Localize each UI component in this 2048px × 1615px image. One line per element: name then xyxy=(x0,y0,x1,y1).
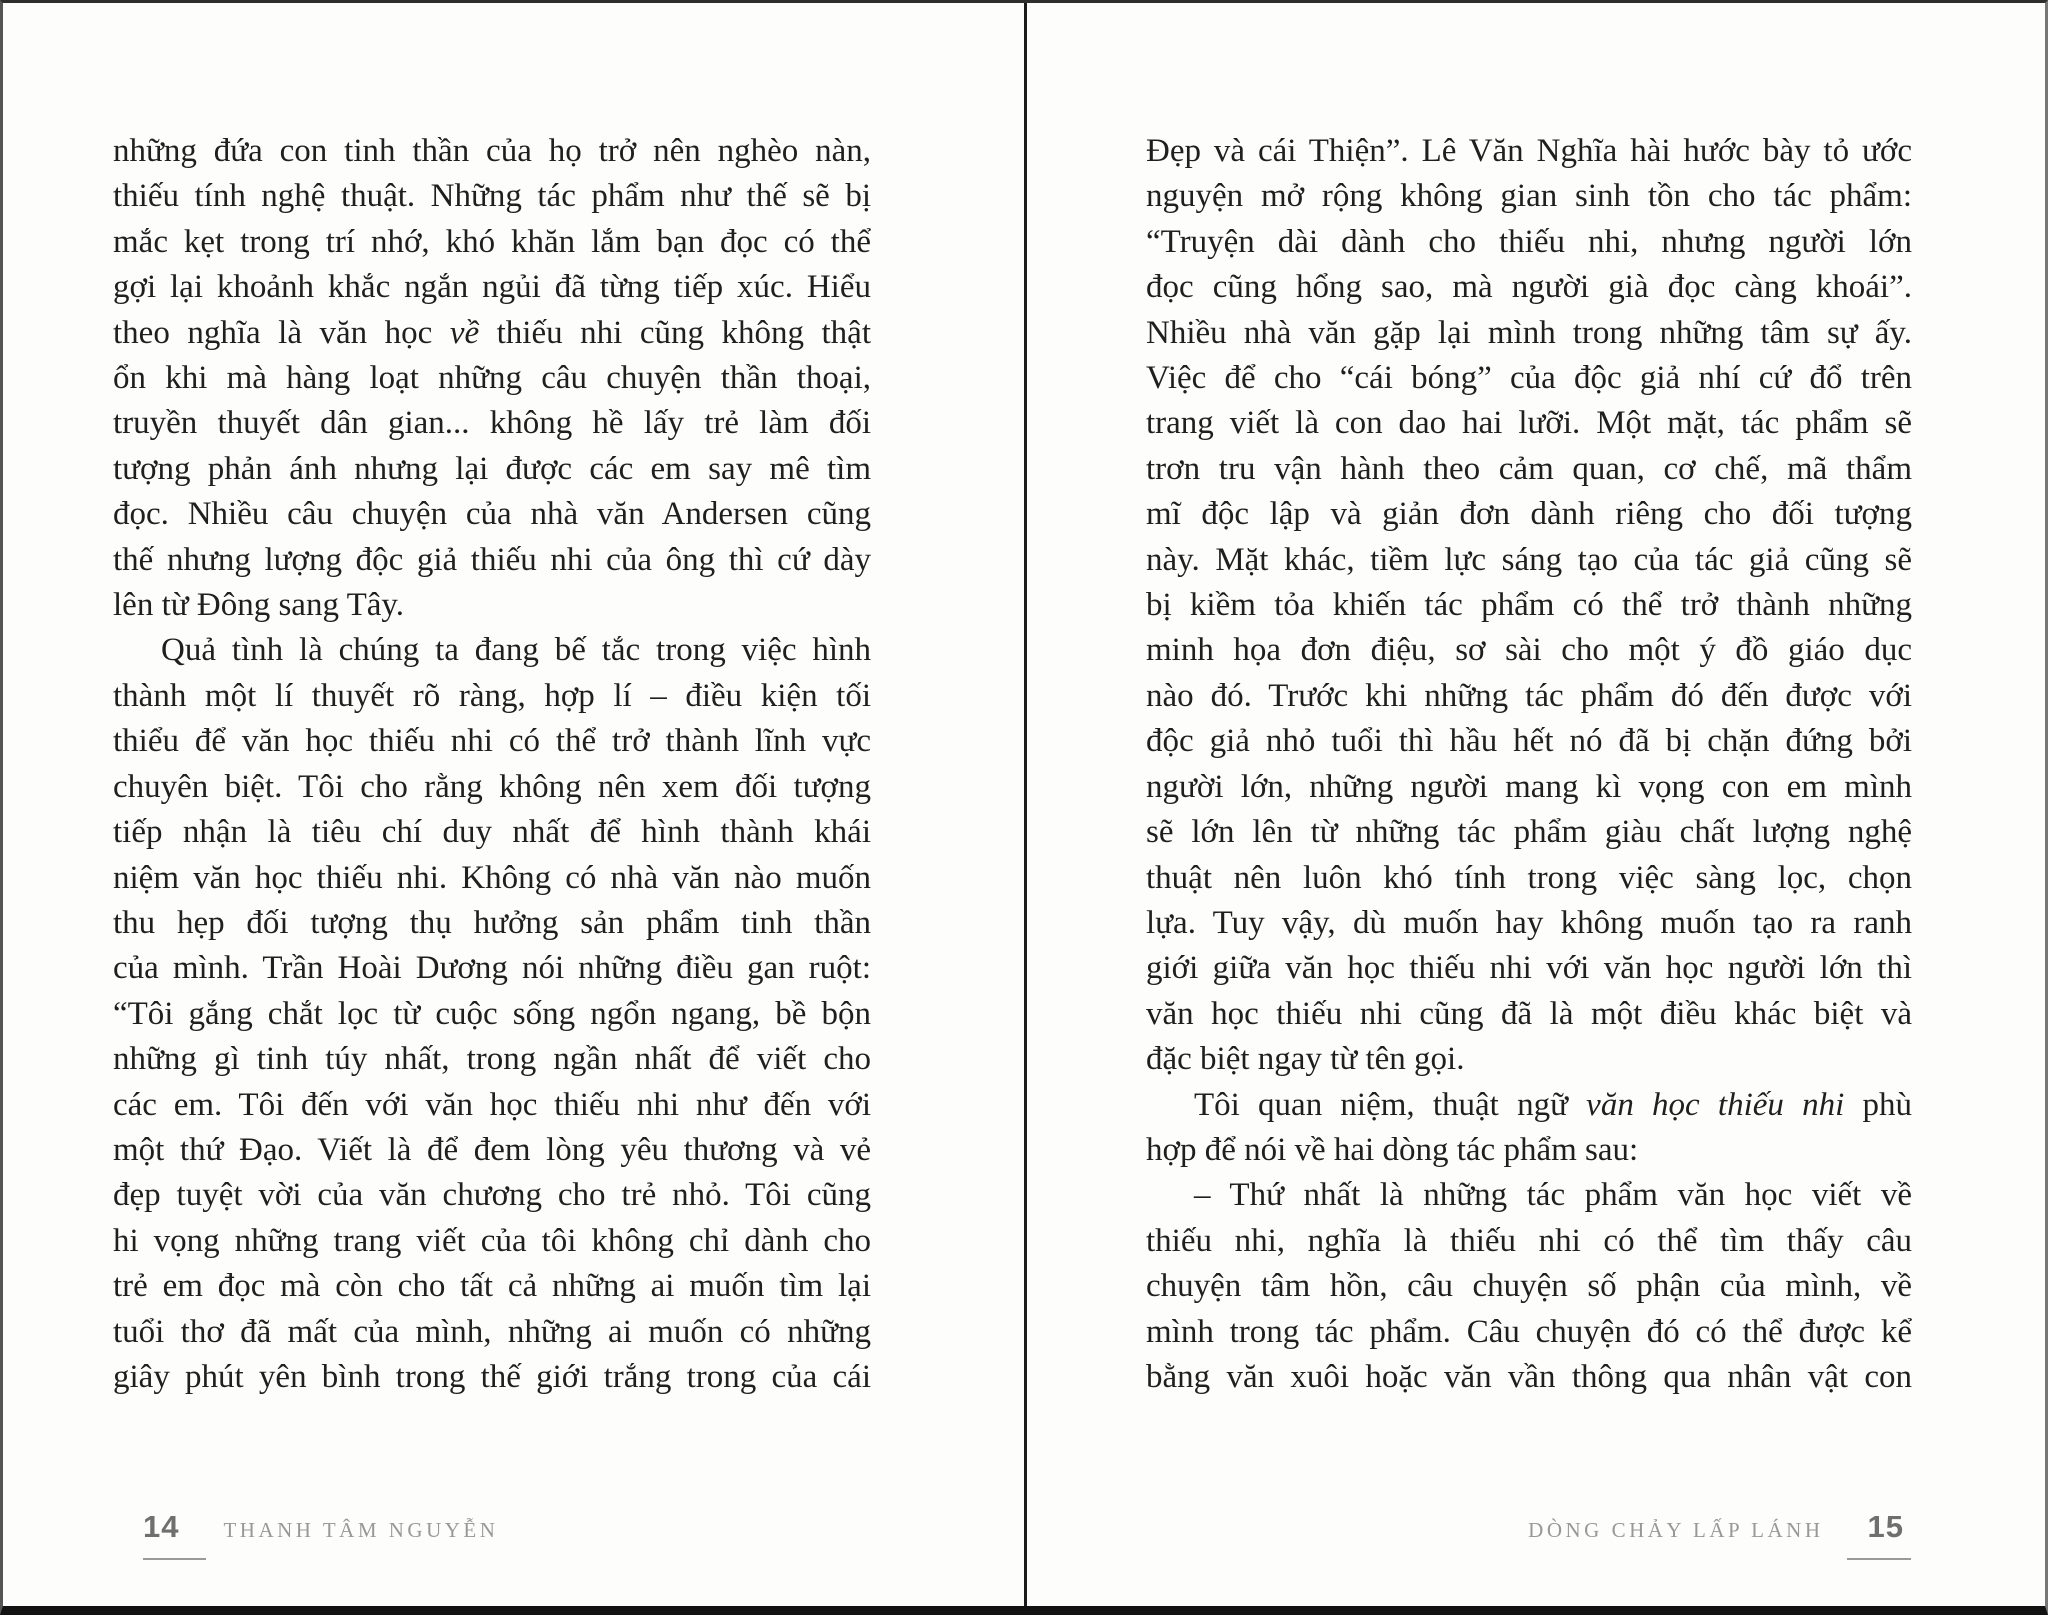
text-line: mĩ độc lập và giản đơn dành riêng cho đối tượng xyxy=(1146,496,1912,533)
text-line: Tôi quan niệm, thuật ngữ văn học thiếu nhi phù xyxy=(1194,1086,1912,1123)
text-line: sẽ lớn lên từ những tác phẩm giàu chất lượng nghệ xyxy=(1146,814,1912,851)
text-line: ổn khi mà hàng loạt những câu chuyện thần thoại, xyxy=(113,360,871,397)
text-line: thuật nên luôn khó tính trong việc sàng lọc, chọn xyxy=(1146,859,1912,896)
text-line: đọc cũng hổng sao, mà người già đọc càng khoái”. xyxy=(1146,269,1912,306)
right-page-footer xyxy=(1528,1509,1904,1545)
text-line: minh họa đơn điệu, sơ sài cho một ý đồ giáo dục xyxy=(1146,632,1912,669)
text-line: lựa. Tuy vậy, dù muốn hay không muốn tạo ra ranh xyxy=(1146,904,1912,941)
text-line: thu hẹp đối tượng thụ hưởng sản phẩm tinh thần xyxy=(113,904,871,941)
text-line: hi vọng những trang viết của tôi không chỉ dành cho xyxy=(113,1222,871,1259)
text-line: theo nghĩa là văn học về thiếu nhi cũng không thật xyxy=(113,314,871,351)
text-line: này. Mặt khác, tiềm lực sáng tạo của tác giả cũng sẽ xyxy=(1146,541,1912,578)
text-line: mình trong tác phẩm. Câu chuyện đó có thể được kể xyxy=(1146,1313,1912,1350)
text-line: nào đó. Trước khi những tác phẩm đó đến được với xyxy=(1146,677,1912,714)
text-line: thiếu tính nghệ thuật. Những tác phẩm như thế sẽ bị xyxy=(113,178,871,215)
text-line: thiếu nhi, nghĩa là thiếu nhi có thể tìm thấy câu xyxy=(1146,1222,1912,1259)
text-line: “Tôi gắng chắt lọc từ cuộc sống ngổn ngang, bề bộn xyxy=(113,995,871,1032)
text-line: truyền thuyết dân gian... không hề lấy trẻ làm đối xyxy=(113,405,871,442)
page-number-rule xyxy=(143,1558,206,1560)
text-line: đẹp tuyệt vời của văn chương cho trẻ nhỏ. Tôi cũng xyxy=(113,1177,871,1214)
text-line: những gì tinh túy nhất, trong ngần nhất để viết cho xyxy=(113,1041,871,1078)
text-line: của mình. Trần Hoài Dương nói những điều gan ruột: xyxy=(113,950,871,987)
text-line: lên từ Đông sang Tây. xyxy=(113,587,405,624)
text-line: mắc kẹt trong trí nhớ, khó khăn lắm bạn đọc có thể xyxy=(113,223,871,260)
text-line: người lớn, những người mang kì vọng con em mình xyxy=(1146,768,1912,805)
text-line: bị kiềm tỏa khiến tác phẩm có thể trở thành những xyxy=(1146,587,1912,624)
text-line: thành một lí thuyết rõ ràng, hợp lí – điều kiện tối xyxy=(113,677,871,714)
text-line: tuổi thơ đã mất của mình, những ai muốn có những xyxy=(113,1313,871,1350)
page-gutter-divider xyxy=(1024,3,1027,1615)
text-line: tượng phản ánh nhưng lại được các em say mê tìm xyxy=(113,450,871,487)
text-line: trang viết là con dao hai lưỡi. Một mặt, tác phẩm sẽ xyxy=(1146,405,1912,442)
text-line: những đứa con tinh thần của họ trở nên nghèo nàn, xyxy=(113,133,871,169)
text-line: độc giả nhỏ tuổi thì hầu hết nó đã bị chặn đứng bởi xyxy=(1146,723,1912,760)
text-line: “Truyện dài dành cho thiếu nhi, nhưng người lớn xyxy=(1146,223,1912,260)
text-line: đọc. Nhiều câu chuyện của nhà văn Andersen cũng xyxy=(113,496,871,533)
text-line: – Thứ nhất là những tác phẩm văn học viết về xyxy=(1194,1177,1912,1214)
right-page-text xyxy=(1146,129,1912,1400)
running-title: THANH TÂM NGUYỄN xyxy=(223,1518,499,1542)
page-number: 14 xyxy=(143,1509,180,1544)
text-line: gợi lại khoảnh khắc ngắn ngủi đã từng tiếp xúc. Hiểu xyxy=(113,269,871,306)
text-line: trơn tru vận hành theo cảm quan, cơ chế, mã thẩm xyxy=(1146,450,1912,487)
text-line: bằng văn xuôi hoặc văn vần thông qua nhân vật con xyxy=(1146,1358,1912,1395)
text-line: giây phút yên bình trong thế giới trắng trong của cái xyxy=(113,1358,871,1395)
text-line: chuyện tâm hồn, câu chuyện số phận của mình, về xyxy=(1146,1268,1912,1305)
text-line: Đẹp và cái Thiện”. Lê Văn Nghĩa hài hước bày tỏ ước xyxy=(1146,133,1912,169)
text-line: niệm văn học thiếu nhi. Không có nhà văn nào muốn xyxy=(113,859,871,896)
text-line: thiểu để văn học thiếu nhi có thể trở thành lĩnh vực xyxy=(113,723,871,760)
text-line: thế nhưng lượng độc giả thiếu nhi của ông thì cứ dày xyxy=(113,541,871,578)
text-line: đặc biệt ngay từ tên gọi. xyxy=(1146,1041,1465,1078)
text-line: Nhiều nhà văn gặp lại mình trong những tâm sự ấy. xyxy=(1146,314,1912,351)
text-line: một thứ Đạo. Viết là để đem lòng yêu thương và vẻ xyxy=(113,1131,871,1168)
text-line: Quả tình là chúng ta đang bế tắc trong việc hình xyxy=(161,632,871,669)
text-line: nguyện mở rộng không gian sinh tồn cho tác phẩm: xyxy=(1146,178,1912,215)
left-page-footer xyxy=(143,1509,498,1545)
left-page-text xyxy=(113,129,871,1400)
running-title: DÒNG CHẢY LẤP LÁNH xyxy=(1528,1518,1824,1542)
text-line: Việc để cho “cái bóng” của độc giả nhí cứ đổ trên xyxy=(1146,360,1912,397)
text-line: văn học thiếu nhi cũng đã là một điều khác biệt và xyxy=(1146,995,1912,1032)
text-line: giới giữa văn học thiếu nhi với văn học người lớn thì xyxy=(1146,950,1912,987)
page-number-rule xyxy=(1847,1558,1911,1560)
text-line: chuyên biệt. Tôi cho rằng không nên xem đối tượng xyxy=(113,768,871,805)
text-line: trẻ em đọc mà còn cho tất cả những ai muốn tìm lại xyxy=(113,1268,871,1305)
text-line: các em. Tôi đến với văn học thiếu nhi như đến với xyxy=(113,1086,871,1123)
text-line: tiếp nhận là tiêu chí duy nhất để hình thành khái xyxy=(113,814,871,851)
text-line: hợp để nói về hai dòng tác phẩm sau: xyxy=(1146,1131,1639,1168)
page-number: 15 xyxy=(1867,1509,1904,1544)
